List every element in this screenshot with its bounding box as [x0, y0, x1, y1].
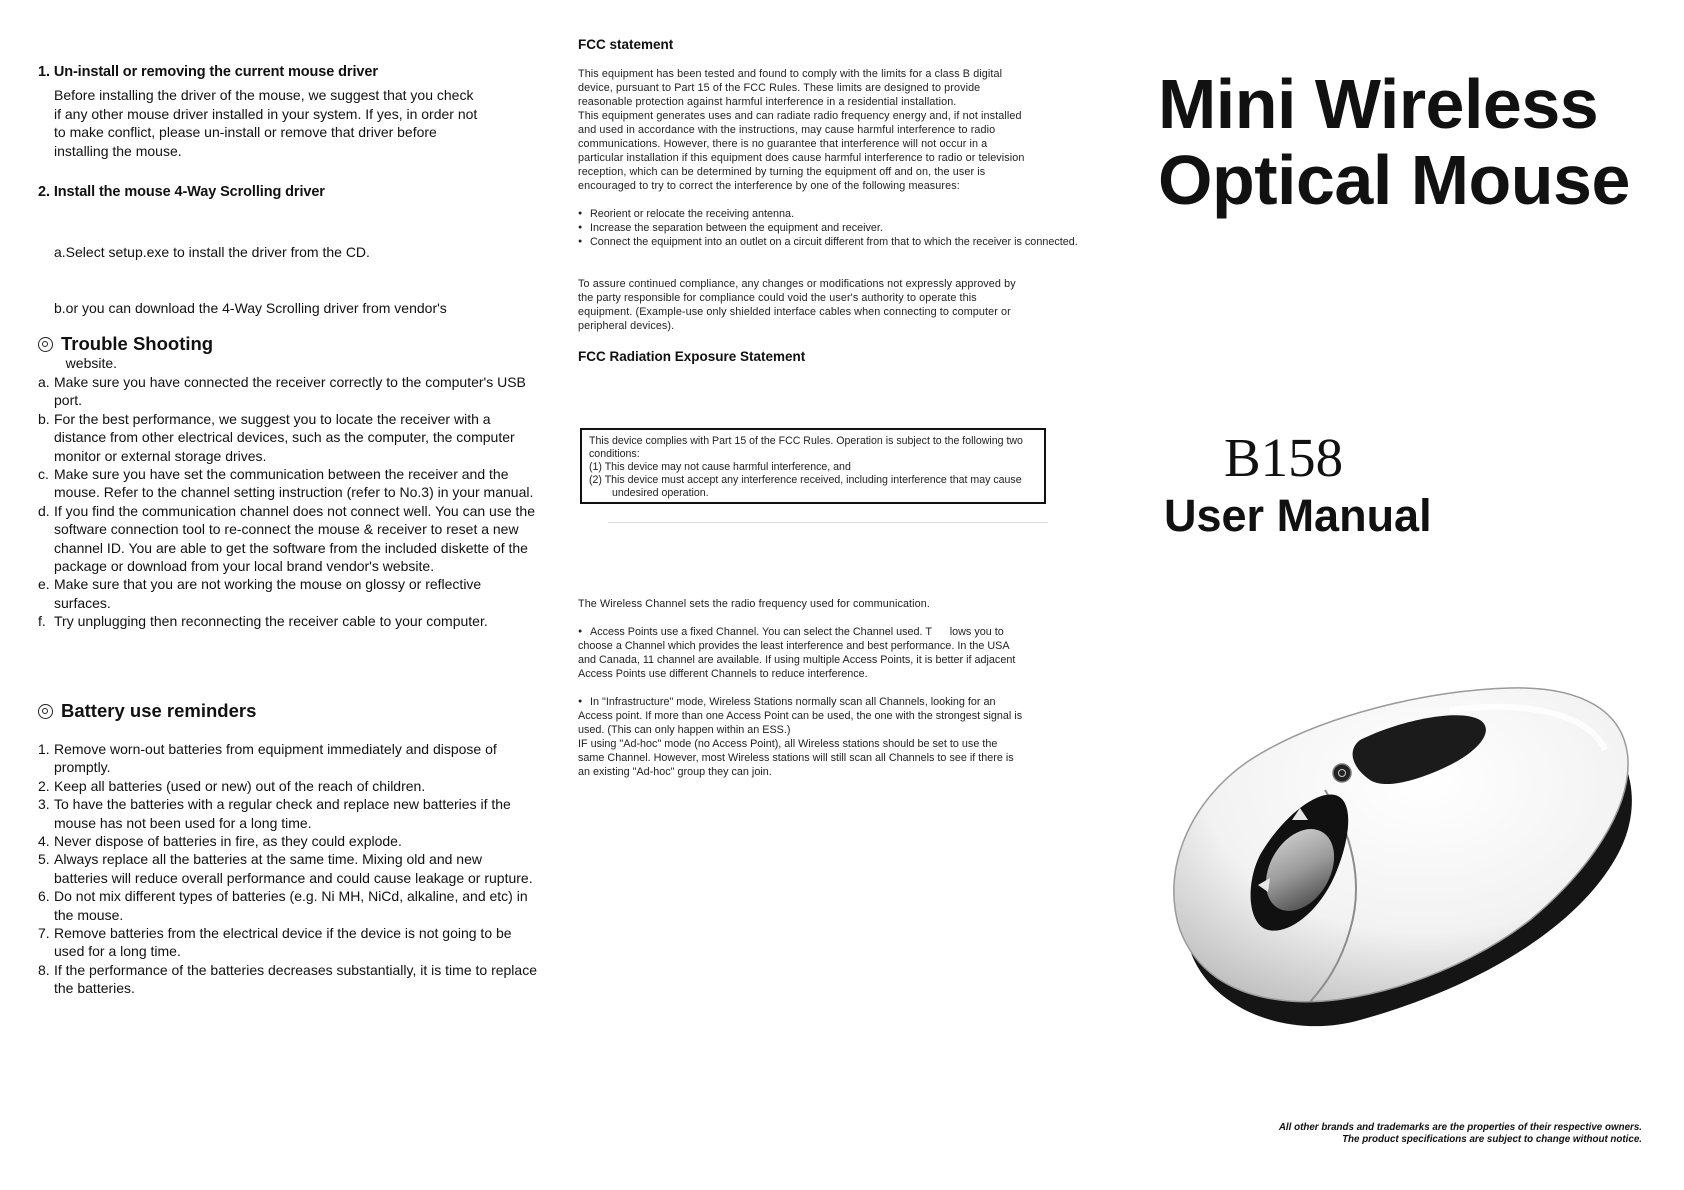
text-line: peripheral devices).	[578, 320, 675, 332]
battery-list	[38, 740, 538, 998]
radiation-heading: FCC Radiation Exposure Statement	[578, 349, 806, 364]
list-item	[578, 695, 1098, 779]
list-item: ● Connect the equipment into an outlet on a circuit different from that to which the receiver is connected.	[578, 235, 1078, 249]
list-item: a. Make sure you have connected the receiver correctly to the computer's USB port.	[38, 374, 526, 409]
text-line: ● In "Infrastructure" mode, Wireless Stations normally scan all Channels, looking for an	[590, 696, 996, 708]
circle-bullet-icon	[38, 337, 53, 352]
text-line: This device complies with Part 15 of the FCC Rules. Operation is subject to the following two	[589, 435, 1023, 447]
step2-heading: 2. Install the mouse 4-Way Scrolling driver	[38, 184, 325, 200]
list-item: 6. Do not mix different types of batteries (e.g. Ni MH, NiCd, alkaline, and etc) in the mouse.	[38, 888, 528, 923]
step2-line: website.	[54, 355, 118, 371]
channel-bullet-2	[578, 695, 1098, 779]
product-title	[1158, 66, 1630, 218]
step1-line: to make conflict, please un-install or remove that driver before	[54, 124, 437, 140]
title-line: Mini Wireless	[1158, 65, 1599, 143]
text-line: undesired operation.	[612, 487, 709, 499]
list-item	[578, 625, 1098, 681]
list-item: 1. Remove worn-out batteries from equipment immediately and dispose of promptly.	[38, 741, 497, 776]
text-line: the party responsible for compliance could void the user's authority to operate this	[578, 292, 977, 304]
text-line: equipment. (Example-use only shielded interface cables when connecting to computer or	[578, 306, 1011, 318]
trouble-shooting-title: Trouble Shooting	[61, 333, 214, 354]
list-item: 2. Keep all batteries (used or new) out of the reach of children.	[38, 777, 426, 794]
list-item: ● Increase the separation between the equipment and receiver.	[578, 221, 1078, 235]
text-line: conditions:	[589, 448, 640, 460]
step2-line: a.Select setup.exe to install the driver from the CD.	[54, 244, 370, 260]
step1-heading: 1. Un-install or removing the current mouse driver	[38, 64, 378, 80]
fcc-paragraph-2	[578, 277, 1098, 333]
step2-line: b.or you can download the 4-Way Scrolling driver from vendor's	[54, 299, 447, 316]
text-line: To assure continued compliance, any changes or modifications not expressly approved by	[578, 278, 1016, 290]
text-line: and used in accordance with the instructions, may cause harmful interference to radio	[578, 124, 996, 136]
fcc-paragraph-1	[578, 67, 1098, 193]
list-item: c. Make sure you have set the communication between the receiver and the mouse. Refer to the channel setting instruction (refer to No.3) in your manual.	[38, 466, 534, 501]
text-line: same Channel. However, most Wireless stations will still scan all Channels to see if there is	[578, 752, 1014, 764]
fcc-measures-list	[578, 207, 1078, 249]
list-item: d. If you find the communication channel does not connect well. You can use the software connection tool to re-connect the mouse & receiver to reset a new channel ID. You are able to get the software from the included diskette of the package or download from your local brand vendor's website.	[38, 502, 535, 575]
text-line: and Canada, 11 channel are available. If using multiple Access Points, it is better if adjacent	[578, 654, 1016, 666]
battery-title: Battery use reminders	[61, 700, 257, 721]
text-line: This equipment has been tested and found to comply with the limits for a class B digital	[578, 68, 1003, 80]
step1-line: if any other mouse driver installed in your system. If yes, in order not	[54, 105, 478, 122]
list-item: f. Try unplugging then reconnecting the receiver cable to your computer.	[38, 613, 488, 630]
text-line: This equipment generates uses and can radiate radio frequency energy and, if not installed	[578, 110, 1022, 122]
text-line: reception, which can be determined by turning the equipment off and on, the user is	[578, 166, 986, 178]
divider	[608, 522, 1048, 523]
model-number: B158	[1224, 427, 1344, 488]
text-line: device, pursuant to Part 15 of the FCC Rules. These limits are designed to provide	[578, 82, 981, 94]
fcc-statement-heading: FCC statement	[578, 37, 674, 52]
text-line: an existing "Ad-hoc" group they can join.	[578, 766, 772, 778]
channel-bullet-1	[578, 625, 1098, 681]
list-item: 8. If the performance of the batteries decreases substantially, it is time to replace the batteries.	[38, 961, 537, 997]
text-line: IF using "Ad-hoc" mode (no Access Point), all Wireless stations should be set to use the	[578, 738, 998, 750]
battery-heading	[38, 700, 256, 722]
footer-line: The product specifications are subject to change without notice.	[1342, 1134, 1642, 1145]
title-line: Optical Mouse	[1158, 141, 1630, 219]
footer-line: All other brands and trademarks are the properties of their respective owners.	[1278, 1122, 1642, 1133]
fcc-compliance-box	[580, 428, 1046, 504]
step1-line: installing the mouse.	[54, 142, 182, 159]
list-item: 4. Never dispose of batteries in fire, as they could explode.	[38, 833, 402, 850]
text-line: choose a Channel which provides the least interference and best performance. In the USA	[578, 640, 1010, 652]
text-line: (2) This device must accept any interference received, including interference that may cause	[589, 474, 1022, 486]
channel-intro: The Wireless Channel sets the radio frequency used for communication.	[578, 598, 930, 610]
list-item: 7. Remove batteries from the electrical device if the device is not going to be used for a long time.	[38, 925, 512, 960]
list-item: b. For the best performance, we suggest you to locate the receiver with a distance from other electrical devices, such as the computer, the computer monitor or external storage drives.	[38, 410, 515, 464]
list-item: 5. Always replace all the batteries at the same time. Mixing old and new batteries will reduce overall performance and could cause leakage or rupture.	[38, 851, 533, 886]
text-line: ● Access Points use a fixed Channel. You can select the Channel used. T lows you to	[590, 626, 1004, 638]
text-line: used. (This can only happen within an ESS.)	[578, 724, 791, 736]
text-line: particular installation if this equipment does cause harmful interference to radio or television	[578, 152, 1025, 164]
mouse-product-image	[1150, 680, 1660, 1060]
text-line: encouraged to try to correct the interference by one of the following measures:	[578, 180, 960, 192]
mouse-illustration	[1150, 680, 1660, 1060]
text-line: reasonable protection against harmful interference in a residential installation.	[578, 96, 957, 108]
step1-line: Before installing the driver of the mouse, we suggest that you check	[54, 87, 474, 103]
text-line: (1) This device may not cause harmful interference, and	[589, 461, 851, 473]
circle-bullet-icon	[38, 704, 53, 719]
manual-subtitle: User Manual	[1164, 490, 1432, 541]
mouse-power-button	[1333, 764, 1351, 782]
list-item: ● Reorient or relocate the receiving antenna.	[578, 207, 1078, 221]
list-item: e. Make sure that you are not working the mouse on glossy or reflective surfaces.	[38, 576, 482, 611]
list-item: 3. To have the batteries with a regular check and replace new batteries if the mouse has not been used for a long time.	[38, 796, 511, 831]
trademark-footer	[1279, 1122, 1642, 1146]
trouble-shooting-list	[38, 373, 538, 631]
step1-body	[54, 86, 477, 160]
text-line: Access Points use different Channels to reduce interference.	[578, 668, 868, 680]
text-line: communications. However, there is no guarantee that interference will not occur in a	[578, 138, 988, 150]
text-line: Access point. If more than one Access Point can be used, the one with the strongest signal is	[578, 710, 1023, 722]
trouble-shooting-heading	[38, 333, 213, 355]
